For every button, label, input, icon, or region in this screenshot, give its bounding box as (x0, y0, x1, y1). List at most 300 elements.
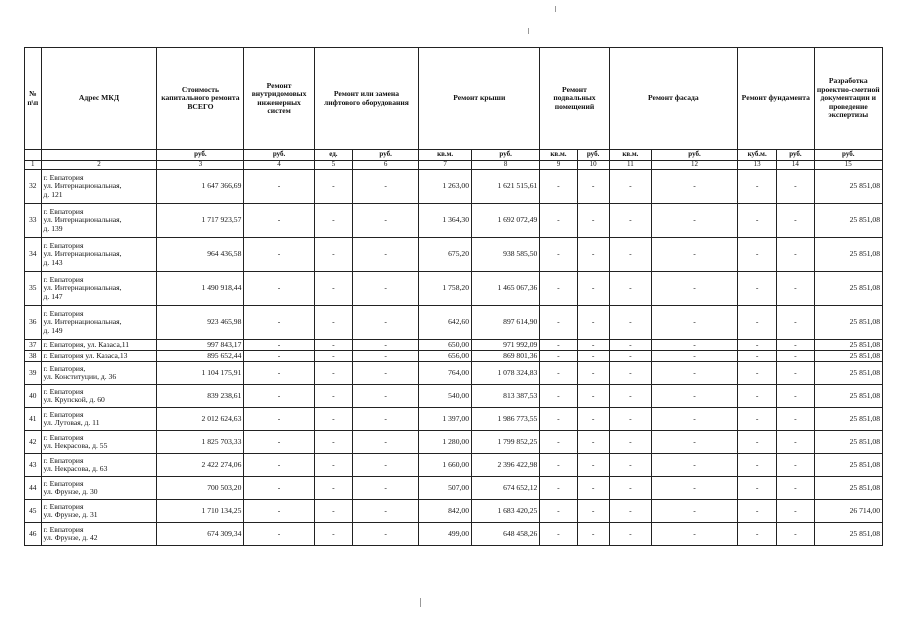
engineering-cell: - (244, 408, 314, 431)
design-cost-cell: 25 851,08 (814, 385, 882, 408)
unit-cell: кв.м. (540, 150, 577, 161)
basement-cost-cell: - (577, 306, 609, 340)
foundation-cost-cell: - (777, 408, 814, 431)
basement-cost-cell: - (577, 204, 609, 238)
design-cost-cell: 25 851,08 (814, 523, 882, 546)
header-basement: Ремонт подвальных помещений (540, 48, 609, 150)
design-cost-cell: 25 851,08 (814, 431, 882, 454)
header-roof: Ремонт крыши (419, 48, 540, 150)
basement-cost-cell: - (577, 351, 609, 362)
facade-cost-cell: - (652, 431, 738, 454)
address-cell (41, 431, 157, 454)
column-numbers-row (25, 161, 883, 170)
roof-area-cell: 842,00 (419, 500, 472, 523)
address-cell (41, 362, 157, 385)
roof-cost-cell: 938 585,50 (472, 238, 540, 272)
address-line: ул. Лутовая, д. 11 (43, 418, 100, 427)
address-cell (41, 340, 157, 351)
facade-area-cell: - (609, 500, 651, 523)
roof-cost-cell: 1 692 072,49 (472, 204, 540, 238)
facade-cost-cell: - (652, 454, 738, 477)
table-row (25, 523, 883, 546)
row-number-cell: 33 (25, 204, 42, 238)
roof-area-cell: 1 758,20 (419, 272, 472, 306)
foundation-cost-cell: - (777, 272, 814, 306)
header-foundation: Ремонт фундамента (737, 48, 814, 150)
design-cost-cell: 25 851,08 (814, 351, 882, 362)
units-row (25, 150, 883, 161)
row-number-cell: 37 (25, 340, 42, 351)
basement-cost-cell: - (577, 500, 609, 523)
engineering-cell: - (244, 238, 314, 272)
total-cost-cell: 1 825 703,33 (157, 431, 244, 454)
column-number: 1 (25, 161, 42, 170)
roof-cost-cell: 1 621 515,61 (472, 170, 540, 204)
table-row (25, 385, 883, 408)
elevator-cost-cell: - (353, 204, 419, 238)
address-line: ул. Некрасова, д. 63 (43, 464, 108, 473)
basement-cost-cell: - (577, 170, 609, 204)
design-cost-cell: 25 851,08 (814, 340, 882, 351)
scan-speck (528, 28, 529, 34)
unit-cell: руб. (353, 150, 419, 161)
roof-cost-cell: 897 614,90 (472, 306, 540, 340)
address-line: г. Евпатория (43, 274, 84, 284)
address-line: г. Евпатория (43, 386, 84, 396)
table-row (25, 351, 883, 362)
roof-cost-cell: 869 801,36 (472, 351, 540, 362)
elevator-cost-cell: - (353, 170, 419, 204)
header-address: Адрес МКД (41, 48, 157, 150)
total-cost-cell: 674 309,34 (157, 523, 244, 546)
address-cell (41, 477, 157, 500)
foundation-volume-cell: - (737, 306, 776, 340)
basement-cost-cell: - (577, 385, 609, 408)
foundation-cost-cell: - (777, 238, 814, 272)
address-line: ул. Интернациональная, (43, 317, 122, 327)
elevator-units-cell: - (314, 454, 352, 477)
column-number: 12 (652, 161, 738, 170)
total-cost-cell: 2 012 624,63 (157, 408, 244, 431)
row-number-cell: 42 (25, 431, 42, 454)
design-cost-cell: 25 851,08 (814, 454, 882, 477)
roof-cost-cell: 648 458,26 (472, 523, 540, 546)
basement-area-cell: - (540, 238, 577, 272)
row-number-cell: 44 (25, 477, 42, 500)
total-cost-cell: 1 710 134,25 (157, 500, 244, 523)
address-line: г. Евпатория ул. Казаса,13 (43, 350, 128, 360)
unit-cell: ед. (314, 150, 352, 161)
address-line: г. Евпатория (43, 524, 84, 534)
basement-area-cell: - (540, 523, 577, 546)
total-cost-cell: 839 238,61 (157, 385, 244, 408)
row-number-cell: 32 (25, 170, 42, 204)
basement-cost-cell: - (577, 362, 609, 385)
foundation-volume-cell: - (737, 340, 776, 351)
roof-area-cell: 764,00 (419, 362, 472, 385)
roof-area-cell: 642,60 (419, 306, 472, 340)
row-number-cell: 40 (25, 385, 42, 408)
facade-cost-cell: - (652, 523, 738, 546)
header-total-cost: Стоимость капитального ремонта ВСЕГО (157, 48, 244, 150)
elevator-cost-cell: - (353, 362, 419, 385)
foundation-cost-cell: - (777, 340, 814, 351)
engineering-cell: - (244, 362, 314, 385)
column-number: 9 (540, 161, 577, 170)
basement-area-cell: - (540, 204, 577, 238)
unit-cell: руб. (157, 150, 244, 161)
address-line: ул. Крупской, д. 60 (43, 395, 105, 404)
elevator-units-cell: - (314, 170, 352, 204)
facade-area-cell: - (609, 170, 651, 204)
address-line: ул. Интернациональная, (43, 215, 122, 225)
row-number-cell: 43 (25, 454, 42, 477)
facade-cost-cell: - (652, 385, 738, 408)
foundation-volume-cell: - (737, 500, 776, 523)
basement-area-cell: - (540, 477, 577, 500)
engineering-cell: - (244, 500, 314, 523)
elevator-cost-cell: - (353, 340, 419, 351)
basement-cost-cell: - (577, 408, 609, 431)
basement-area-cell: - (540, 454, 577, 477)
total-cost-cell: 1 647 366,69 (157, 170, 244, 204)
column-number: 6 (353, 161, 419, 170)
unit-cell: кв.м. (419, 150, 472, 161)
address-line: д. 149 (43, 325, 63, 335)
engineering-cell: - (244, 431, 314, 454)
row-number-cell: 35 (25, 272, 42, 306)
roof-cost-cell: 674 652,12 (472, 477, 540, 500)
address-line: ул. Фрунзе, д. 42 (43, 533, 98, 542)
design-cost-cell: 25 851,08 (814, 306, 882, 340)
total-cost-cell: 2 422 274,06 (157, 454, 244, 477)
elevator-units-cell: - (314, 431, 352, 454)
elevator-units-cell: - (314, 477, 352, 500)
unit-cell (25, 150, 42, 161)
facade-area-cell: - (609, 362, 651, 385)
column-number: 2 (41, 161, 157, 170)
column-number: 11 (609, 161, 651, 170)
address-line: г. Евпатория (43, 455, 84, 465)
design-cost-cell: 25 851,08 (814, 204, 882, 238)
design-cost-cell: 25 851,08 (814, 272, 882, 306)
foundation-cost-cell: - (777, 385, 814, 408)
unit-cell: руб. (577, 150, 609, 161)
column-number: 7 (419, 161, 472, 170)
column-number: 10 (577, 161, 609, 170)
facade-cost-cell: - (652, 170, 738, 204)
table-row (25, 340, 883, 351)
address-cell (41, 351, 157, 362)
address-cell (41, 170, 157, 204)
foundation-volume-cell: - (737, 362, 776, 385)
elevator-cost-cell: - (353, 238, 419, 272)
table-row (25, 454, 883, 477)
foundation-cost-cell: - (777, 523, 814, 546)
column-number: 8 (472, 161, 540, 170)
elevator-units-cell: - (314, 272, 352, 306)
address-line: г. Евпатория, (43, 363, 86, 373)
elevator-cost-cell: - (353, 272, 419, 306)
table-row (25, 408, 883, 431)
basement-cost-cell: - (577, 523, 609, 546)
row-number-cell: 34 (25, 238, 42, 272)
facade-cost-cell: - (652, 477, 738, 500)
elevator-units-cell: - (314, 238, 352, 272)
basement-cost-cell: - (577, 340, 609, 351)
column-number: 4 (244, 161, 314, 170)
foundation-volume-cell: - (737, 385, 776, 408)
column-number: 14 (777, 161, 814, 170)
address-line: г. Евпатория (43, 478, 84, 488)
foundation-cost-cell: - (777, 454, 814, 477)
elevator-cost-cell: - (353, 431, 419, 454)
address-line: д. 143 (43, 257, 63, 267)
roof-cost-cell: 2 396 422,98 (472, 454, 540, 477)
address-line: ул. Интернациональная, (43, 283, 122, 293)
unit-cell: кв.м. (609, 150, 651, 161)
basement-area-cell: - (540, 170, 577, 204)
foundation-cost-cell: - (777, 306, 814, 340)
address-cell (41, 238, 157, 272)
roof-cost-cell: 1 683 420,25 (472, 500, 540, 523)
basement-area-cell: - (540, 431, 577, 454)
row-number-cell: 38 (25, 351, 42, 362)
basement-cost-cell: - (577, 238, 609, 272)
address-cell (41, 306, 157, 340)
basement-area-cell: - (540, 351, 577, 362)
roof-cost-cell: 1 986 773,55 (472, 408, 540, 431)
basement-area-cell: - (540, 362, 577, 385)
elevator-cost-cell: - (353, 477, 419, 500)
roof-area-cell: 1 280,00 (419, 431, 472, 454)
address-line: д. 121 (43, 189, 63, 199)
scan-speck (555, 6, 556, 12)
address-line: д. 139 (43, 223, 63, 233)
roof-cost-cell: 813 387,53 (472, 385, 540, 408)
table-row (25, 272, 883, 306)
address-line: ул. Некрасова, д. 55 (43, 441, 108, 450)
row-number-cell: 39 (25, 362, 42, 385)
facade-cost-cell: - (652, 362, 738, 385)
foundation-volume-cell: - (737, 523, 776, 546)
facade-cost-cell: - (652, 500, 738, 523)
engineering-cell: - (244, 204, 314, 238)
design-cost-cell: 25 851,08 (814, 477, 882, 500)
roof-cost-cell: 1 799 852,25 (472, 431, 540, 454)
address-line: г. Евпатория (43, 432, 84, 442)
table-row (25, 362, 883, 385)
elevator-cost-cell: - (353, 306, 419, 340)
total-cost-cell: 1 717 923,57 (157, 204, 244, 238)
elevator-units-cell: - (314, 204, 352, 238)
header-design: Разработка проектно-сметной документации и проведение экспертизы (814, 48, 882, 150)
basement-area-cell: - (540, 385, 577, 408)
header-elevator: Ремонт или замена лифтового оборудования (314, 48, 419, 150)
facade-cost-cell: - (652, 306, 738, 340)
basement-area-cell: - (540, 408, 577, 431)
row-number-cell: 46 (25, 523, 42, 546)
roof-area-cell: 1 364,30 (419, 204, 472, 238)
design-cost-cell: 26 714,00 (814, 500, 882, 523)
roof-cost-cell: 1 078 324,83 (472, 362, 540, 385)
engineering-cell: - (244, 523, 314, 546)
foundation-cost-cell: - (777, 362, 814, 385)
roof-area-cell: 499,00 (419, 523, 472, 546)
address-line: ул. Конституции, д. 36 (43, 372, 117, 381)
basement-area-cell: - (540, 272, 577, 306)
total-cost-cell: 1 104 175,91 (157, 362, 244, 385)
roof-area-cell: 675,20 (419, 238, 472, 272)
foundation-cost-cell: - (777, 431, 814, 454)
roof-area-cell: 507,00 (419, 477, 472, 500)
design-cost-cell: 25 851,08 (814, 408, 882, 431)
basement-cost-cell: - (577, 272, 609, 306)
basement-cost-cell: - (577, 477, 609, 500)
address-line: ул. Фрунзе, д. 30 (43, 487, 98, 496)
row-number-cell: 41 (25, 408, 42, 431)
elevator-units-cell: - (314, 385, 352, 408)
facade-area-cell: - (609, 340, 651, 351)
basement-area-cell: - (540, 306, 577, 340)
table-row (25, 477, 883, 500)
foundation-volume-cell: - (737, 272, 776, 306)
repair-table (24, 47, 883, 546)
address-line: г. Евпатория (43, 409, 84, 419)
row-number-cell: 36 (25, 306, 42, 340)
header-row (25, 48, 883, 150)
elevator-units-cell: - (314, 500, 352, 523)
address-cell (41, 204, 157, 238)
address-line: ул. Интернациональная, (43, 181, 122, 191)
elevator-cost-cell: - (353, 385, 419, 408)
engineering-cell: - (244, 272, 314, 306)
address-cell (41, 454, 157, 477)
unit-cell: куб.м. (737, 150, 776, 161)
address-line: г. Евпатория, ул. Казаса,11 (43, 339, 130, 349)
foundation-volume-cell: - (737, 170, 776, 204)
elevator-cost-cell: - (353, 351, 419, 362)
roof-cost-cell: 1 465 067,36 (472, 272, 540, 306)
elevator-units-cell: - (314, 340, 352, 351)
elevator-units-cell: - (314, 351, 352, 362)
address-cell (41, 272, 157, 306)
basement-area-cell: - (540, 500, 577, 523)
roof-cost-cell: 971 992,09 (472, 340, 540, 351)
facade-area-cell: - (609, 408, 651, 431)
design-cost-cell: 25 851,08 (814, 362, 882, 385)
basement-area-cell: - (540, 340, 577, 351)
engineering-cell: - (244, 454, 314, 477)
address-line: г. Евпатория (43, 240, 84, 250)
unit-cell: руб. (472, 150, 540, 161)
unit-cell: руб. (244, 150, 314, 161)
elevator-units-cell: - (314, 306, 352, 340)
foundation-volume-cell: - (737, 351, 776, 362)
address-cell (41, 523, 157, 546)
elevator-units-cell: - (314, 408, 352, 431)
facade-cost-cell: - (652, 238, 738, 272)
engineering-cell: - (244, 306, 314, 340)
engineering-cell: - (244, 340, 314, 351)
foundation-cost-cell: - (777, 170, 814, 204)
address-cell (41, 385, 157, 408)
table-row (25, 431, 883, 454)
total-cost-cell: 895 652,44 (157, 351, 244, 362)
foundation-cost-cell: - (777, 204, 814, 238)
engineering-cell: - (244, 351, 314, 362)
table-row (25, 306, 883, 340)
unit-cell (41, 150, 157, 161)
design-cost-cell: 25 851,08 (814, 238, 882, 272)
engineering-cell: - (244, 170, 314, 204)
total-cost-cell: 964 436,58 (157, 238, 244, 272)
facade-area-cell: - (609, 238, 651, 272)
engineering-cell: - (244, 477, 314, 500)
basement-cost-cell: - (577, 431, 609, 454)
scan-speck (420, 598, 421, 607)
facade-area-cell: - (609, 454, 651, 477)
elevator-units-cell: - (314, 523, 352, 546)
address-line: д. 147 (43, 291, 63, 301)
roof-area-cell: 656,00 (419, 351, 472, 362)
elevator-cost-cell: - (353, 408, 419, 431)
roof-area-cell: 650,00 (419, 340, 472, 351)
total-cost-cell: 997 843,17 (157, 340, 244, 351)
total-cost-cell: 700 503,20 (157, 477, 244, 500)
header-facade: Ремонт фасада (609, 48, 737, 150)
foundation-cost-cell: - (777, 477, 814, 500)
facade-area-cell: - (609, 431, 651, 454)
elevator-cost-cell: - (353, 454, 419, 477)
foundation-volume-cell: - (737, 408, 776, 431)
facade-cost-cell: - (652, 351, 738, 362)
address-line: ул. Интернациональная, (43, 249, 122, 259)
foundation-cost-cell: - (777, 351, 814, 362)
foundation-volume-cell: - (737, 204, 776, 238)
address-line: г. Евпатория (43, 501, 84, 511)
unit-cell: руб. (777, 150, 814, 161)
facade-cost-cell: - (652, 204, 738, 238)
table-row (25, 238, 883, 272)
address-cell (41, 500, 157, 523)
facade-cost-cell: - (652, 408, 738, 431)
header-num: № п\п (25, 48, 42, 150)
column-number: 13 (737, 161, 776, 170)
basement-cost-cell: - (577, 454, 609, 477)
address-line: г. Евпатория (43, 206, 84, 216)
roof-area-cell: 1 397,00 (419, 408, 472, 431)
foundation-volume-cell: - (737, 477, 776, 500)
column-number: 5 (314, 161, 352, 170)
facade-area-cell: - (609, 272, 651, 306)
address-line: ул. Фрунзе, д. 31 (43, 510, 98, 519)
table-row (25, 170, 883, 204)
unit-cell: руб. (814, 150, 882, 161)
total-cost-cell: 1 490 918,44 (157, 272, 244, 306)
foundation-volume-cell: - (737, 431, 776, 454)
row-number-cell: 45 (25, 500, 42, 523)
facade-cost-cell: - (652, 272, 738, 306)
roof-area-cell: 540,00 (419, 385, 472, 408)
unit-cell: руб. (652, 150, 738, 161)
address-line: г. Евпатория (43, 172, 84, 182)
column-number: 15 (814, 161, 882, 170)
table-body (25, 170, 883, 546)
facade-area-cell: - (609, 351, 651, 362)
roof-area-cell: 1 660,00 (419, 454, 472, 477)
engineering-cell: - (244, 385, 314, 408)
